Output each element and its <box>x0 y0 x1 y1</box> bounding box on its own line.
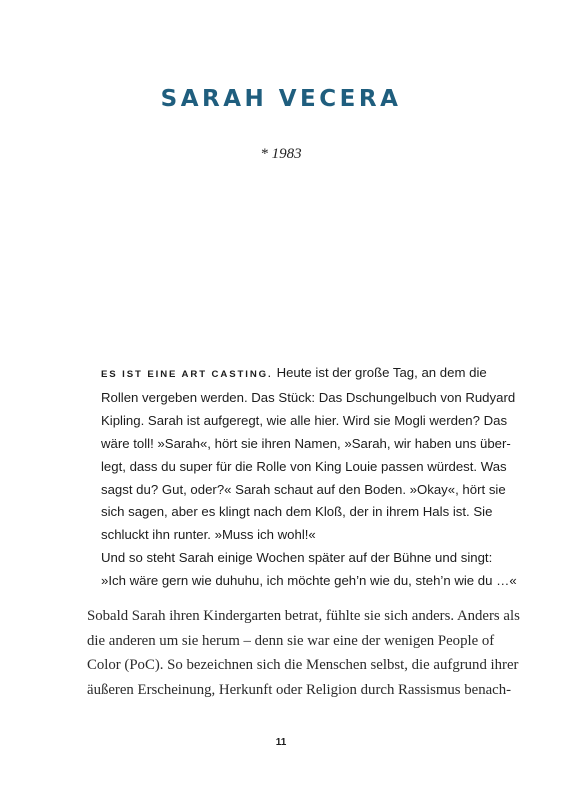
body-line: Sobald Sarah ihren Kindergarten betrat, fühlte sie sich anders. Anders als <box>87 608 520 624</box>
chapter-title: SARAH VECERA <box>160 86 402 112</box>
intro-line: legt, dass du super für die Rolle von King Louie passen würdest. Was <box>101 458 507 474</box>
intro-line: sich sagen, aber es klingt nach dem Kloß, der in ihrem Hals ist. Sie <box>101 504 493 520</box>
intro-line: Rollen vergeben werden. Das Stück: Das Dschungelbuch von Rudyard <box>101 389 516 405</box>
lead-in: ES IST EINE ART CASTING. <box>101 369 273 380</box>
body-paragraph <box>87 604 520 703</box>
body-line: äußeren Erscheinung, Herkunft oder Religion durch Rassismus benach- <box>87 682 512 699</box>
page-number: 11 <box>275 737 287 748</box>
intro-line: wäre toll! »Sarah«, hört sie ihren Namen, »Sarah, wir haben uns über- <box>101 435 511 451</box>
intro-line: sagst du? Gut, oder?« Sarah schaut auf den Boden. »Okay«, hört sie <box>101 481 506 497</box>
body-line: die anderen um sie herum – denn sie war eine der wenigen People of <box>87 632 495 649</box>
intro-paragraph <box>101 362 517 593</box>
birth-year: * 1983 <box>260 146 302 162</box>
intro-line: Und so steht Sarah einige Wochen später auf der Bühne und singt: <box>101 550 493 566</box>
body-line: Color (PoC). So bezeichnen sich die Menschen selbst, die aufgrund ihrer <box>87 657 519 674</box>
intro-line: ES IST EINE ART CASTING. Heute ist der große Tag, an dem die <box>101 365 487 380</box>
intro-line: Kipling. Sarah ist aufgeregt, wie alle hier. Wird sie Mogli werden? Das <box>101 412 508 428</box>
intro-line: schluckt ihn runter. »Muss ich wohl!« <box>101 527 316 543</box>
intro-line: »Ich wäre gern wie duhuhu, ich möchte geh’n wie du, steh’n wie du …« <box>101 573 517 589</box>
